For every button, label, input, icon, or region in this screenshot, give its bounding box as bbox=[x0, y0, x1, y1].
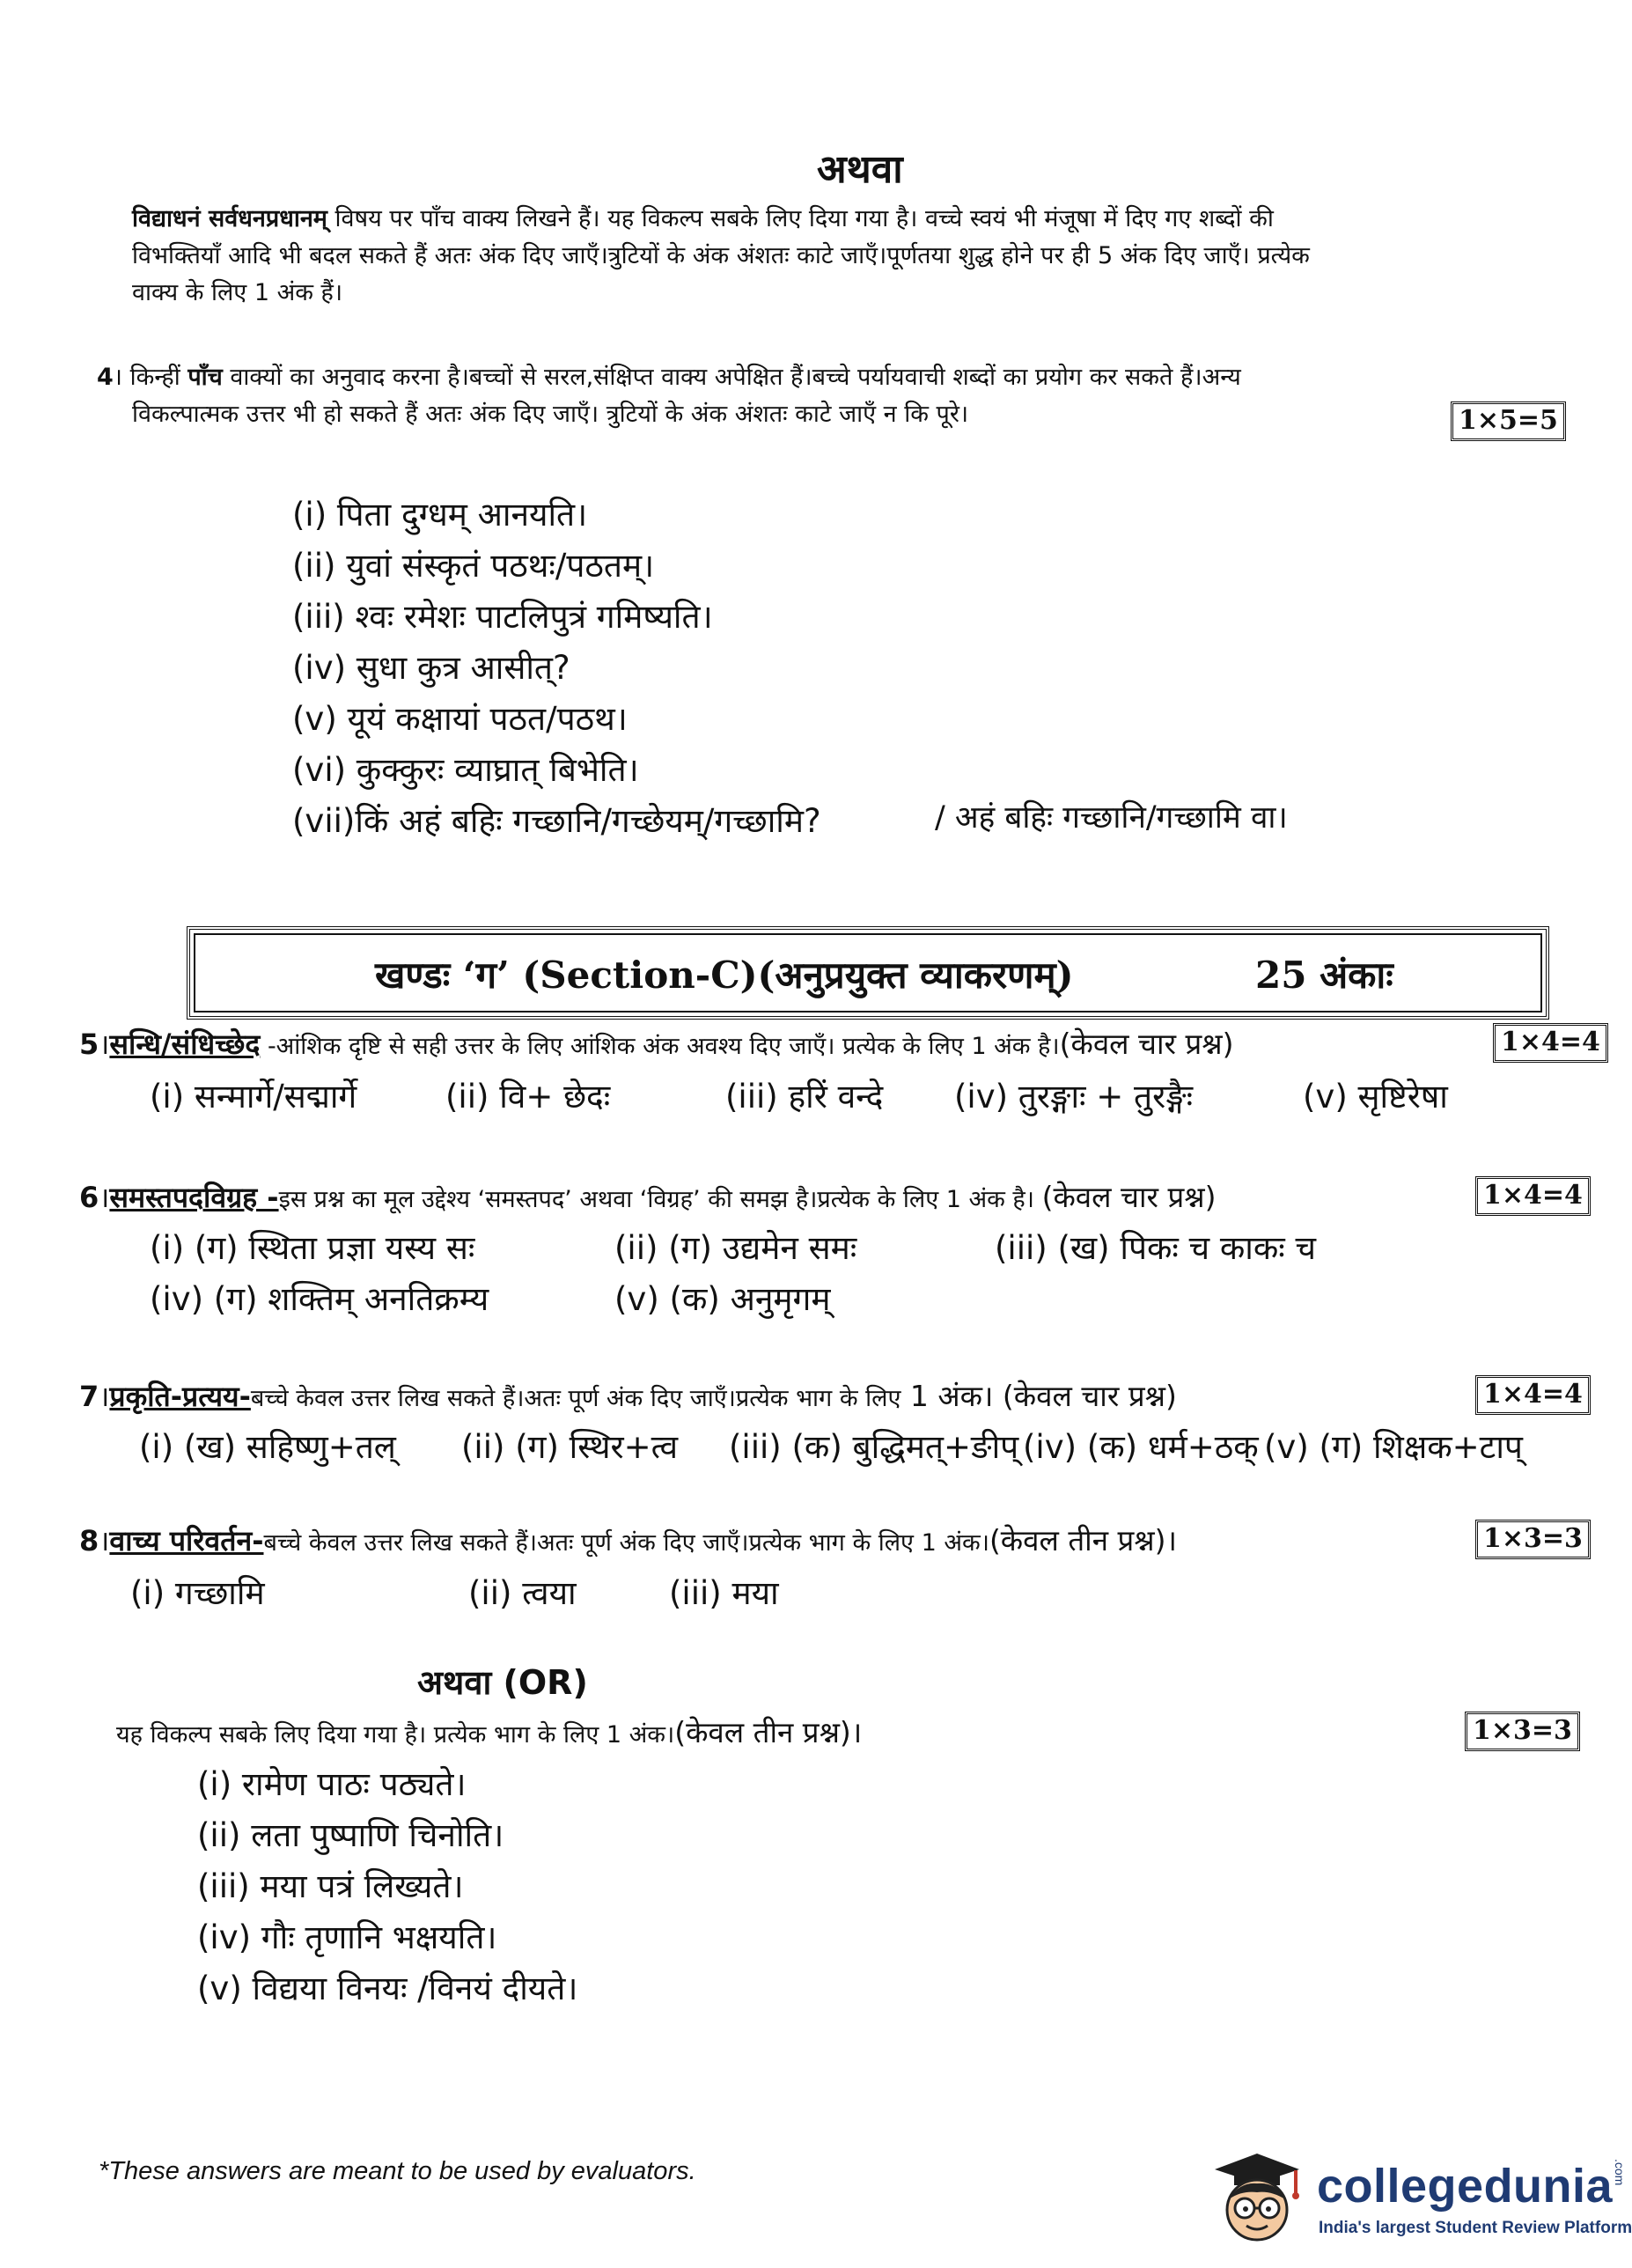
logo-brand: collegedunia bbox=[1317, 2160, 1614, 2213]
q5-number: 5 bbox=[79, 1027, 99, 1061]
q5-item: (ii) वि+ छेदः bbox=[445, 1078, 611, 1116]
or-item: (i) रामेण पाठः पठ्यते। bbox=[197, 1765, 467, 1803]
q7-number: 7 bbox=[79, 1380, 99, 1413]
intro-text-1: विषय पर पाँच वाक्य लिखने हैं। यह विकल्प सबके लिए दिया गया है। वच्चे स्वयं भी मंजूषा में दिए गए शब्दों की bbox=[327, 205, 1274, 232]
intro-text-3: वाक्य के लिए 1 अंक हैं। bbox=[132, 278, 343, 306]
q4-item: (iii) श्वः रमेशः पाटलिपुत्रं गमिष्यति। bbox=[292, 598, 713, 636]
intro-bold: विद्याधनं सर्वधनप्रधानम् bbox=[132, 205, 327, 232]
q8-item: (i) गच्छामि bbox=[130, 1574, 265, 1612]
q7-instructions: 7।प्रकृति-प्रत्यय-बच्चे केवल उत्तर लिख सकते हैं।अतः पूर्ण अंक दिए जाएँ।प्रत्येक भाग के लिए 1 अंक। (केवल चार प्रश्न) bbox=[79, 1379, 1177, 1413]
q5-heading: सन्धि/संधिच्छेद bbox=[109, 1027, 261, 1061]
q8-marks-box: 1×3=3 bbox=[1475, 1520, 1591, 1559]
q7-heading: प्रकृति-प्रत्यय- bbox=[109, 1380, 251, 1413]
logo-tagline: India's largest Student Review Platform bbox=[1319, 2219, 1632, 2237]
q8-instructions: 8।वाच्य परिवर्तन-बच्चे केवल उत्तर लिख सकते हैं।अतः पूर्ण अंक दिए जाएँ।प्रत्येक भाग के लिए 1 अंक।(केवल तीन प्रश्न)। bbox=[79, 1523, 1178, 1557]
q4-instructions bbox=[97, 359, 1558, 433]
q5-item: (iv) तुरङ्गाः + तुरङ्गैः bbox=[954, 1078, 1194, 1116]
q6-item: (v) (क) अनुमृगम् bbox=[614, 1280, 831, 1318]
q4-line1-bold: पाँच bbox=[187, 364, 223, 391]
or-marks-box: 1×3=3 bbox=[1465, 1712, 1580, 1751]
q5-item: (i) सन्मार्गे/सद्मार्गे bbox=[150, 1078, 357, 1116]
q4-item: (vii)किं अहं बहिः गच्छानि/गच्छेयम्/गच्छामि? bbox=[292, 802, 821, 840]
intro-paragraph bbox=[132, 201, 1567, 312]
q4-number: 4 bbox=[97, 364, 114, 391]
q4-answer-list bbox=[292, 490, 821, 847]
q4-line1-b: वाक्यों का अनुवाद करना है।बच्चों से सरल,संक्षिप्त वाक्य अपेक्षित हैं।बच्चे पर्यायवाची शब्दों का प्रयोग कर सकते हैं।अन्य bbox=[222, 364, 1241, 391]
q4-item: (iv) सुधा कुत्र आसीत्? bbox=[292, 649, 570, 687]
or-item: (ii) लता पुष्पाणि चिनोति। bbox=[197, 1816, 504, 1854]
q6-number: 6 bbox=[79, 1181, 99, 1214]
q6-item: (i) (ग) स्थिता प्रज्ञा यस्य सः bbox=[150, 1229, 475, 1267]
q4-item: (i) पिता दुग्धम् आनयति। bbox=[292, 496, 588, 534]
q5-item: (v) सृष्टिरेषा bbox=[1303, 1078, 1448, 1116]
q4-item: (v) यूयं कक्षायां पठत/पठथ। bbox=[292, 700, 628, 738]
or-instructions bbox=[116, 1712, 862, 1751]
q4-line2: विकल्पात्मक उत्तर भी हो सकते हैं अतः अंक दिए जाएँ। त्रुटियों के अंक अंशतः काटे जाएँ न कि पूरे। bbox=[132, 400, 969, 428]
logo-dotcom: .com bbox=[1613, 2159, 1628, 2186]
q7-item: (iv) (क) धर्म+ठक् bbox=[1023, 1428, 1259, 1466]
q7-marks-box: 1×4=4 bbox=[1475, 1375, 1591, 1415]
q5-text: -आंशिक दृष्टि से सही उत्तर के लिए आंशिक अंक अवश्य दिए जाएँ। प्रत्येक के लिए 1 अंक है। bbox=[260, 1033, 1060, 1060]
q6-item: (iv) (ग) शक्तिम् अनतिक्रम्य bbox=[150, 1280, 489, 1318]
q8-item: (ii) त्वया bbox=[468, 1574, 577, 1612]
q4-marks-box: 1×5=5 bbox=[1451, 401, 1566, 441]
section-marks: 25 अंकाः bbox=[1255, 954, 1393, 997]
q8-number: 8 bbox=[79, 1524, 99, 1557]
q4-item: (ii) युवां संस्कृतं पठथः/पठतम्। bbox=[292, 547, 655, 585]
q6-marks-box: 1×4=4 bbox=[1475, 1176, 1591, 1216]
collegedunia-logo bbox=[1204, 2143, 1632, 2249]
athava-title: अथवा bbox=[817, 147, 903, 192]
q4-line1-a: । किन्हीं bbox=[113, 364, 188, 391]
q7-text-one: 1 अंक। bbox=[901, 1379, 1003, 1413]
q8-text: बच्चे केवल उत्तर लिख सकते हैं।अतः पूर्ण अंक दिए जाएँ।प्रत्येक भाग के लिए 1 अंक। bbox=[263, 1529, 989, 1557]
q7-item: (v) (ग) शिक्षक+टाप् bbox=[1264, 1428, 1523, 1466]
q7-text: बच्चे केवल उत्तर लिख सकते हैं।अतः पूर्ण अंक दिए जाएँ।प्रत्येक भाग के लिए bbox=[250, 1385, 901, 1412]
section-header-box bbox=[187, 926, 1549, 1020]
or-item: (iii) मया पत्रं लिख्यते। bbox=[197, 1867, 464, 1905]
q6-heading: समस्तपदविग्रह - bbox=[109, 1181, 279, 1214]
q5-item: (iii) हरिं वन्दे bbox=[725, 1078, 884, 1116]
or-answer-list bbox=[197, 1759, 577, 2014]
section-title: खण्डः ‘ग’ (Section-C)(अनुप्रयुक्त व्याकरणम्) bbox=[375, 954, 1074, 997]
q7-note: (केवल चार प्रश्न) bbox=[1002, 1379, 1177, 1413]
q8-item: (iii) मया bbox=[669, 1574, 779, 1612]
q7-item: (ii) (ग) स्थिर+त्व bbox=[461, 1428, 679, 1466]
q7-item: (i) (ख) सहिष्णु+तल् bbox=[139, 1428, 396, 1466]
footer-note: *These answers are meant to be used by evaluators. bbox=[99, 2157, 696, 2185]
q6-note: (केवल चार प्रश्न) bbox=[1041, 1180, 1217, 1214]
q6-instructions: 6।समस्तपदविग्रह -इस प्रश्न का मूल उद्देश्य ‘समस्तपद’ अथवा ‘विग्रह’ की समझ है।प्रत्येक के लिए 1 अंक है। (केवल चार प्रश्न) bbox=[79, 1180, 1217, 1214]
q8-heading: वाच्य परिवर्तन- bbox=[109, 1524, 264, 1557]
intro-text-2: विभक्तियाँ आदि भी बदल सकते हैं अतः अंक दिए जाएँ।त्रुटियों के अंक अंशतः काटे जाएँ।पूर्णतया शुद्ध होने पर ही 5 अंक दिए जाएँ। प्रत्येक bbox=[132, 241, 1310, 269]
q5-note: (केवल चार प्रश्न) bbox=[1059, 1027, 1234, 1061]
q6-item: (iii) (ख) पिकः च काकः च bbox=[995, 1229, 1317, 1267]
or-title: अथवा (OR) bbox=[417, 1663, 588, 1702]
or-text: यह विकल्प सबके लिए दिया गया है। प्रत्येक भाग के लिए 1 अंक। bbox=[116, 1721, 675, 1749]
q5-instructions: 5।सन्धि/संधिच्छेद -आंशिक दृष्टि से सही उत्तर के लिए आंशिक अंक अवश्य दिए जाएँ। प्रत्येक के लिए 1 अंक है।(केवल चार प्रश्न) bbox=[79, 1027, 1234, 1061]
q7-item: (iii) (क) बुद्धिमत्+ङीप् bbox=[729, 1428, 1019, 1466]
q4-item: (vi) कुक्कुरः व्याघ्रात् बिभेति। bbox=[292, 751, 639, 789]
q6-text: इस प्रश्न का मूल उद्देश्य ‘समस्तपद’ अथवा ‘विग्रह’ की समझ है।प्रत्येक के लिए 1 अंक है। bbox=[278, 1186, 1034, 1213]
q6-item: (ii) (ग) उद्यमेन समः bbox=[614, 1229, 857, 1267]
q5-marks-box: 1×4=4 bbox=[1493, 1023, 1608, 1063]
q8-note: (केवल तीन प्रश्न)। bbox=[989, 1523, 1178, 1557]
or-item: (iv) गौः तृणानि भक्षयति। bbox=[197, 1918, 497, 1956]
or-note: (केवल तीन प्रश्न)। bbox=[674, 1715, 863, 1749]
q4-item7-alt: / अहं बहिः गच्छानि/गच्छामि वा। bbox=[935, 800, 1288, 836]
student-mascot-icon bbox=[1204, 2143, 1310, 2249]
or-item: (v) विद्यया विनयः /विनयं दीयते। bbox=[197, 1970, 578, 2007]
